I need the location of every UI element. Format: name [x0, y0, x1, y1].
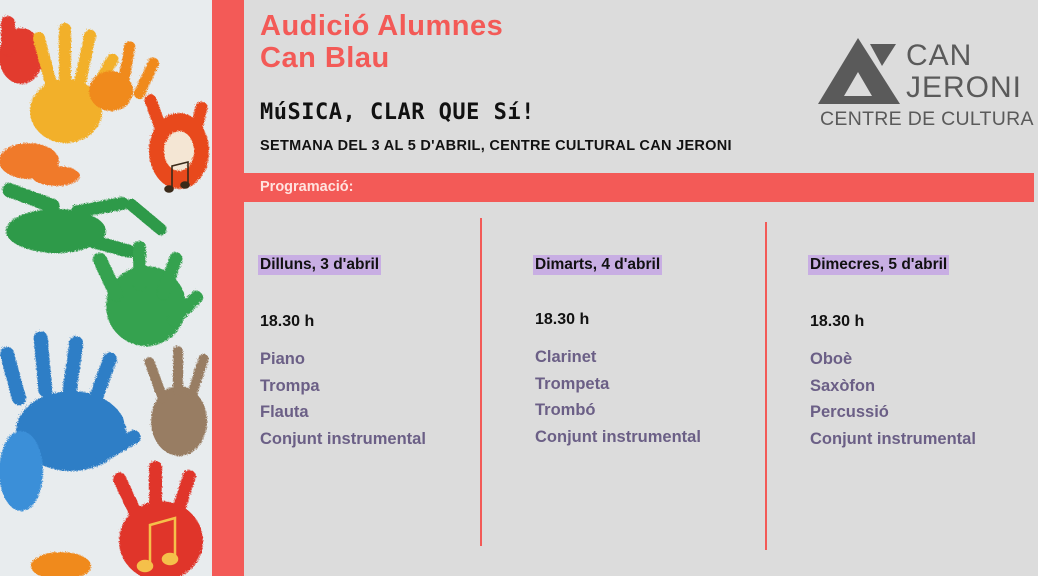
page-title — [260, 10, 503, 74]
program-bar — [244, 173, 1034, 202]
list-item: Trompa — [260, 376, 320, 395]
title-line-1: Audició Alumnes — [260, 10, 504, 42]
list-item: Saxòfon — [810, 376, 876, 395]
instrument-list-wednesday — [810, 346, 976, 452]
list-item: Piano — [260, 350, 305, 368]
list-item: Conjunt instrumental — [260, 429, 426, 448]
program-label: Programació: — [260, 179, 354, 195]
accent-stripe — [212, 0, 244, 576]
list-item: Oboè — [810, 350, 853, 368]
time-tuesday: 18.30 h — [535, 311, 590, 328]
main-panel — [244, 0, 1038, 576]
title-line-2: Can Blau — [260, 42, 390, 74]
list-item: Percussió — [810, 403, 889, 421]
logo-text-can: CAN — [906, 39, 973, 72]
week-info: SETMANA DEL 3 AL 5 D'ABRIL, CENTRE CULTURAL CAN JERONI — [260, 138, 732, 154]
logo-subtitle: CENTRE DE CULTURA — [820, 108, 1034, 130]
logo-text-jeroni: JERONI — [906, 71, 1023, 104]
can-jeroni-logo — [818, 30, 1033, 130]
day-heading-wednesday: Dimecres, 5 d'abril — [810, 256, 948, 273]
list-item: Flauta — [260, 403, 309, 421]
day-heading-tuesday: Dimarts, 4 d'abril — [535, 256, 661, 273]
list-item: Trompeta — [535, 374, 610, 393]
column-divider — [480, 218, 482, 546]
column-divider — [765, 222, 767, 550]
time-monday: 18.30 h — [260, 313, 315, 330]
time-wednesday: 18.30 h — [810, 313, 865, 330]
list-item: Conjunt instrumental — [810, 429, 976, 448]
list-item: Clarinet — [535, 348, 597, 366]
handprints-artwork — [0, 0, 212, 576]
instrument-list-tuesday — [535, 344, 701, 450]
day-heading-monday: Dilluns, 3 d'abril — [260, 256, 380, 273]
list-item: Trombó — [535, 401, 596, 419]
subtitle: MúSICA, CLAR QUE Sí! — [260, 100, 535, 125]
instrument-list-monday — [260, 346, 426, 452]
handprint-icon — [0, 0, 212, 576]
triangle-logo-icon — [818, 34, 904, 106]
list-item: Conjunt instrumental — [535, 427, 701, 446]
